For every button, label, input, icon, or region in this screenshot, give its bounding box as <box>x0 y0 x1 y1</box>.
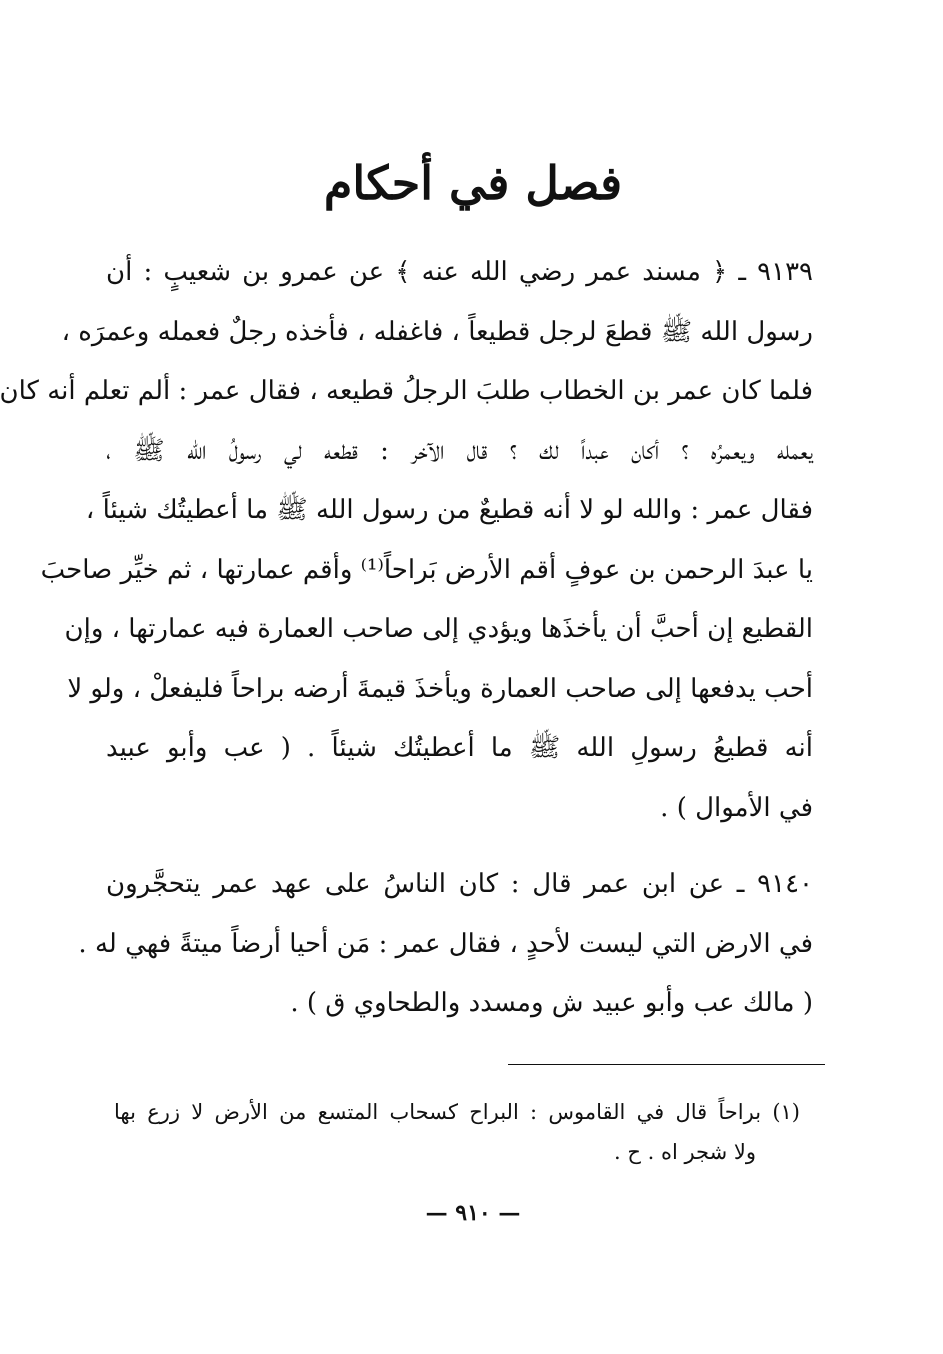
text-line: أحب يدفعها إلى صاحب العمارة ويأخذَ قيمةَ أرضه براحاً فليفعلْ ، ولو لا <box>67 673 813 704</box>
text-line: ٩١٤٠ ـ عن ابن عمر قال : كان الناسُ على عهد عمر يتحجَّرون <box>106 869 813 899</box>
text-line: في الارض التي ليست لأحدٍ ، فقال عمر : مَن أحيا أرضاً ميتةً فهي له . <box>78 928 813 959</box>
page-number: — ٩١٠ — <box>425 1200 521 1226</box>
text-line: ( مالك عب وأبو عبيد ش ومسدد والطحاوي ق ) . <box>290 988 813 1018</box>
text-line: فلما كان عمر بن الخطاب طلبَ الرجلُ قطيعه ، فقال عمر : ألم تعلم أنه كان <box>0 376 813 406</box>
footnote-divider <box>508 1064 825 1065</box>
text-line: يعمله ويعمرُه ؟ أكان عبداً لك ؟ قال الآخر : قطعه لي رسولُ الله ﷺ ، <box>106 435 813 466</box>
hadith-9139-paragraph <box>0 243 813 838</box>
text-line: فقال عمر : والله لو لا أنه قطيعٌ من رسول الله ﷺ ما أعطيتُك شيئاً ، <box>85 495 813 525</box>
chapter-title: فصل في أحكام <box>323 156 623 210</box>
hadith-9140-paragraph <box>78 855 813 1034</box>
footnote <box>114 1092 800 1172</box>
text-line: أنه قطيعُ رسولِ الله ﷺ ما أعطيتُك شيئاً . ( عب وأبو عبيد <box>106 733 813 763</box>
text-line: في الأموال ) . <box>660 792 813 823</box>
footnote-line: (١) براحاً قال في القاموس : البراح كسحاب المتسع من الأرض لا زرع بها <box>114 1100 800 1124</box>
text-line: ٩١٣٩ ـ ﴿ مسند عمر رضي الله عنه ﴾ عن عمرو بن شعيبٍ : أن <box>106 257 813 287</box>
text-line: القطيع إن أحبَّ أن يأخذَها ويؤدي إلى صاحب العمارة فيه عمارتها ، وإن <box>64 614 813 644</box>
footnote-line: ولا شجر اه . ح . <box>614 1140 756 1164</box>
text-line: رسول الله ﷺ قطعَ لرجل قطيعاً ، فاغفله ، فأخذه رجلٌ فعمله وعمرَه ، <box>61 316 813 347</box>
text-line: يا عبدَ الرحمن بن عوفٍ أقم الأرض بَراحاً⁽¹⁾ وأقم عمارتها ، ثم خيِّر صاحبَ <box>40 554 813 585</box>
